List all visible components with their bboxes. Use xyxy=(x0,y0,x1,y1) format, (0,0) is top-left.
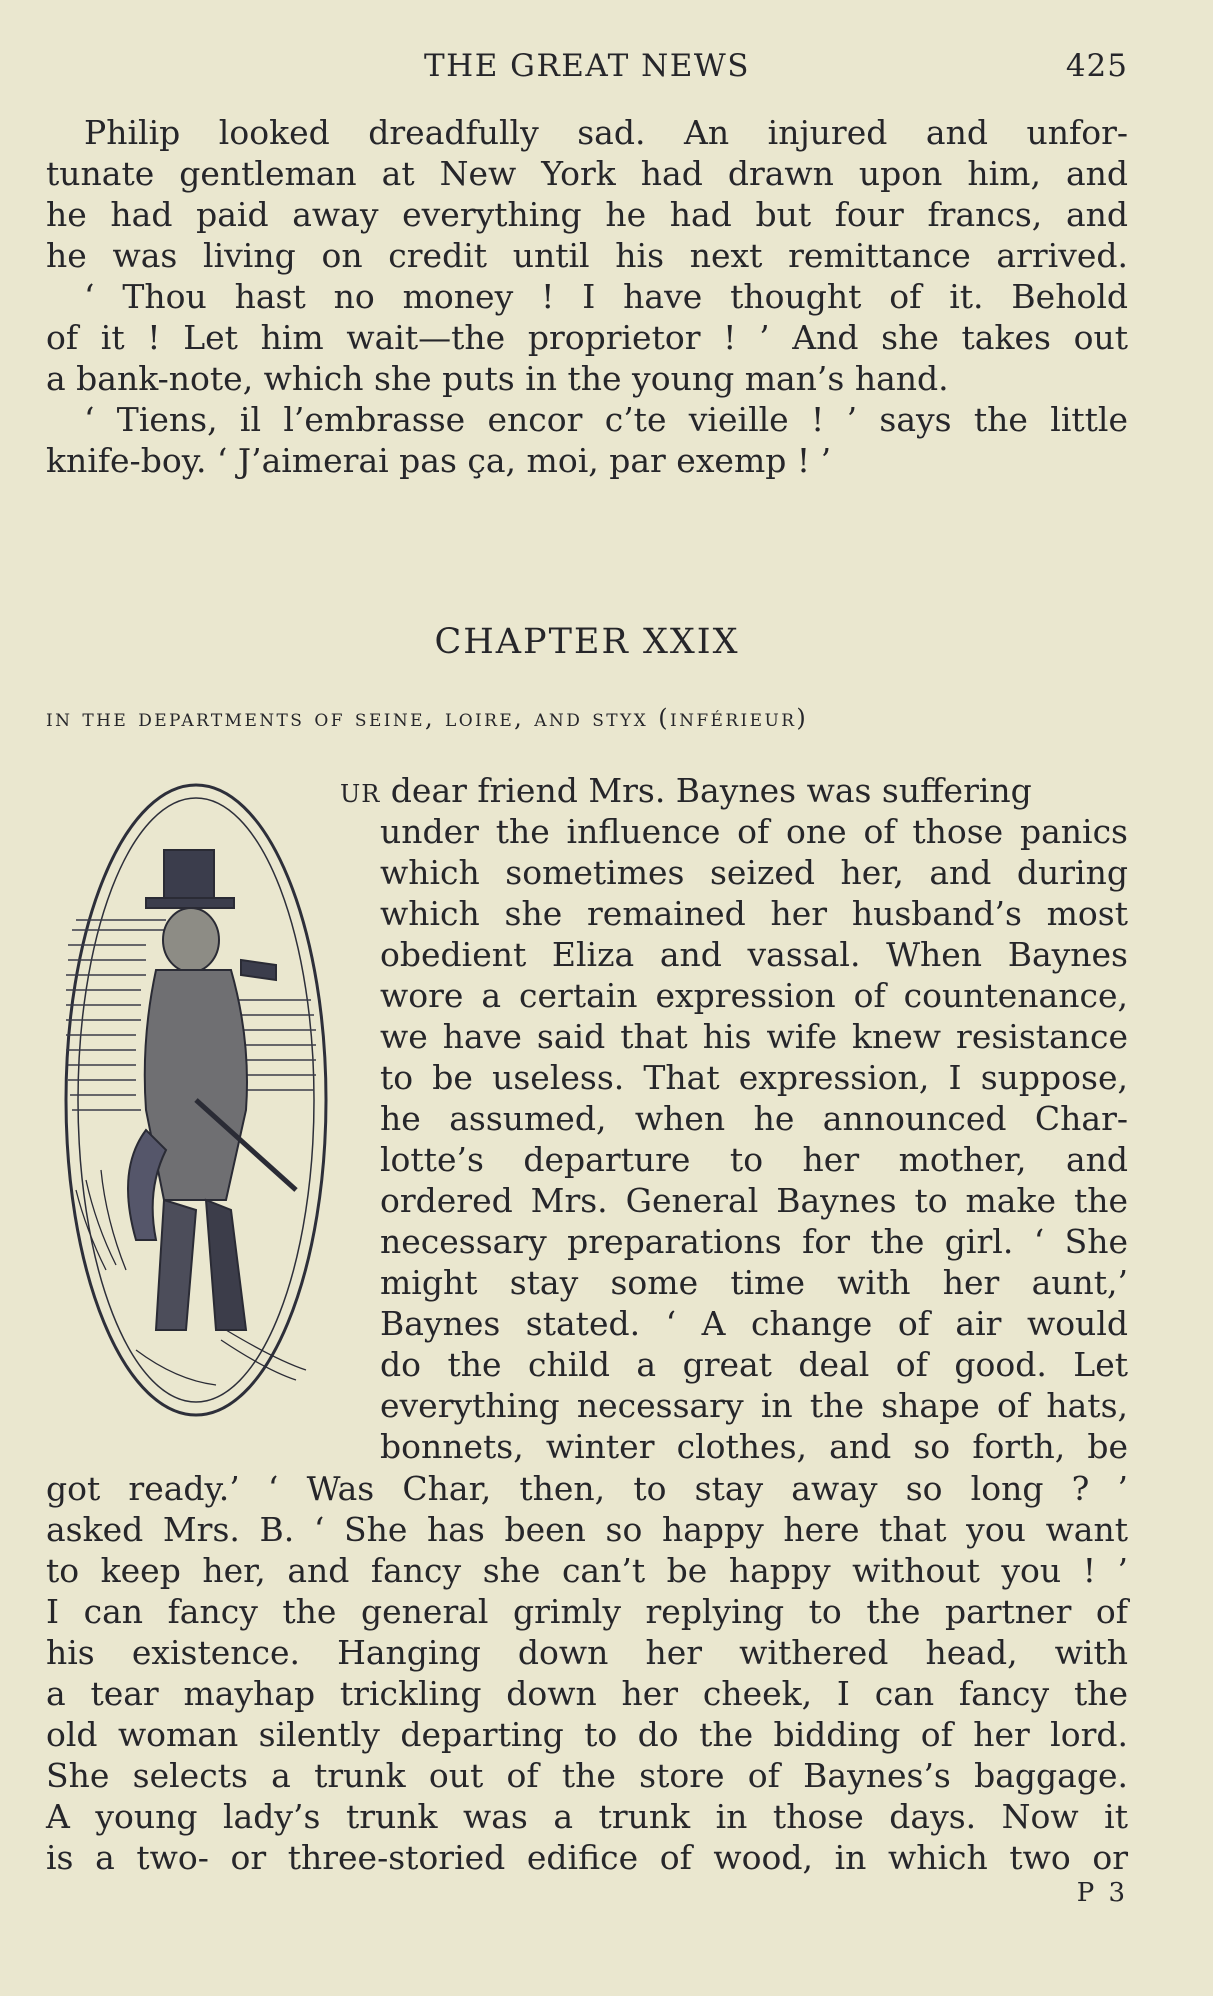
text-line: got ready.’ ‘ Was Char, then, to stay away so long ? ’ xyxy=(46,1469,1128,1508)
printer-signature: P 3 xyxy=(1076,1878,1128,1908)
text-line: lotte’s departure to her mother, and xyxy=(380,1140,1128,1179)
text-line: necessary preparations for the girl. ‘ She xyxy=(380,1222,1128,1261)
text-line: he had paid away everything he had but four francs, and xyxy=(46,195,1128,234)
chapter-first-line xyxy=(340,770,1032,815)
first-line-rest: dear friend Mrs. Baynes was suffering xyxy=(380,771,1032,810)
chapter-subtitle: in the departments of seine, loire, and styx (inférieur) xyxy=(46,704,809,732)
text-line: A young lady’s trunk was a trunk in those days. Now it xyxy=(46,1797,1128,1836)
chapter-title: CHAPTER XXIX xyxy=(434,622,740,662)
text-line: asked Mrs. B. ‘ She has been so happy here that you want xyxy=(46,1510,1128,1549)
text-line: we have said that his wife knew resistance xyxy=(380,1017,1128,1056)
running-title: THE GREAT NEWS xyxy=(423,48,750,84)
text-line: ‘ Thou hast no money ! I have thought of it. Behold xyxy=(84,277,1128,316)
text-line: I can fancy the general grimly replying to the partner of xyxy=(46,1592,1128,1631)
text-line: Philip looked dreadfully sad. An injured and unfor- xyxy=(84,113,1128,152)
text-line: which sometimes seized her, and during xyxy=(380,853,1128,892)
top-text-block xyxy=(46,112,1128,481)
page-number: 425 xyxy=(1065,48,1128,84)
text-line: his existence. Hanging down her withered head, with xyxy=(46,1633,1128,1672)
text-line: to be useless. That expression, I suppose, xyxy=(380,1058,1128,1097)
text-line: ordered Mrs. General Baynes to make the xyxy=(380,1181,1128,1220)
text-line: do the child a great deal of good. Let xyxy=(380,1345,1128,1384)
text-line: bonnets, winter clothes, and so forth, be xyxy=(380,1427,1128,1466)
text-line: a bank-note, which she puts in the young man’s hand. xyxy=(46,359,949,398)
text-line: to keep her, and fancy she can’t be happy without you ! ’ xyxy=(46,1551,1128,1590)
text-line: She selects a trunk out of the store of Baynes’s baggage. xyxy=(46,1756,1128,1795)
chapter-full-width-text xyxy=(46,1468,1128,1878)
text-line: he assumed, when he announced Char- xyxy=(380,1099,1128,1138)
text-line: under the influence of one of those panics xyxy=(380,812,1128,851)
text-line: everything necessary in the shape of hats, xyxy=(380,1386,1128,1425)
running-head xyxy=(46,48,1128,88)
text-line: of it ! Let him wait—the proprietor ! ’ And she takes out xyxy=(46,318,1128,357)
text-line: might stay some time with her aunt,’ xyxy=(380,1263,1128,1302)
text-line: he was living on credit until his next remittance arrived. xyxy=(46,236,1128,275)
text-line: Baynes stated. ‘ A change of air would xyxy=(380,1304,1128,1343)
chapter-wrapped-text xyxy=(380,811,1128,1467)
text-line: is a two- or three-storied edifice of wood, in which two or xyxy=(46,1838,1128,1877)
text-line: obedient Eliza and vassal. When Baynes xyxy=(380,935,1128,974)
text-line: a tear mayhap trickling down her cheek, I can fancy the xyxy=(46,1674,1128,1713)
engraved-figure-illustration xyxy=(46,770,346,1430)
text-line: tunate gentleman at New York had drawn upon him, and xyxy=(46,154,1128,193)
text-line: ‘ Tiens, il l’embrasse encor c’te vieille ! ’ says the little xyxy=(84,400,1128,439)
text-line: old woman silently departing to do the bidding of her lord. xyxy=(46,1715,1128,1754)
text-line: wore a certain expression of countenance, xyxy=(380,976,1128,1015)
text-line: knife-boy. ‘ J’aimerai pas ça, moi, par exemp ! ’ xyxy=(46,441,832,480)
first-line-smallcaps: UR xyxy=(340,780,381,808)
text-line: which she remained her husband’s most xyxy=(380,894,1128,933)
